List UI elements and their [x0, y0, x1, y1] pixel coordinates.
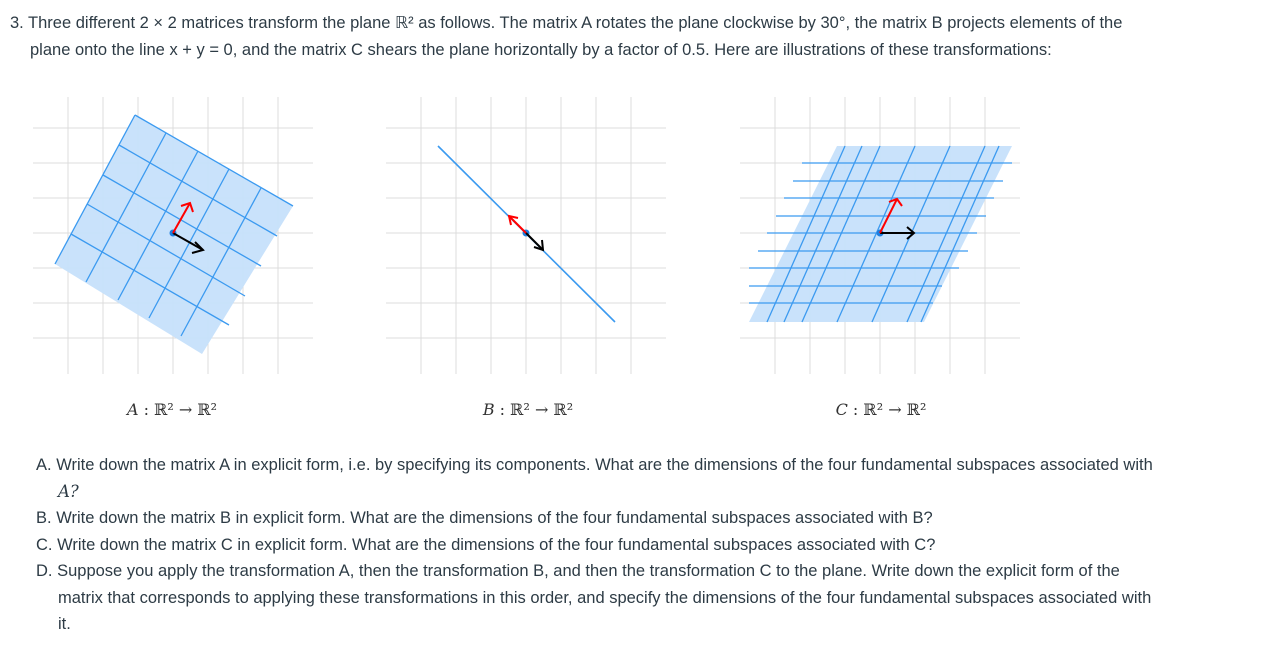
- caption-a: [72, 400, 272, 419]
- basis-vector-e1: [526, 233, 543, 250]
- problem-intro-line-2: plane onto the line x + y = 0, and the matrix C shears the plane horizontally by a factor of 0.5. Here are illustrations of these transformations:: [30, 41, 1052, 59]
- question-c: [36, 532, 1236, 559]
- caption-b-name: B: [482, 400, 495, 419]
- question-d-continuation-1: matrix that corresponds to applying these transformations in this order, and specify the dimensions of the four fundamental subspaces associated with: [58, 588, 1152, 607]
- question-d-continuation-2: it.: [58, 615, 71, 633]
- question-a-text: Write down the matrix A in explicit form, i.e. by specifying its components. What are the dimensions of the four fundamental subspaces associated with: [56, 456, 1153, 474]
- question-d: [36, 558, 1236, 638]
- shear-diagram: [737, 92, 1022, 377]
- question-c-text: Write down the matrix C in explicit form. What are the dimensions of the four fundamental subspaces associated with C?: [57, 535, 936, 554]
- rotation-diagram: [30, 92, 315, 377]
- problem-statement: [10, 10, 1250, 64]
- problem-intro-line-1: 3. Three different 2 × 2 matrices transform the plane ℝ² as follows. The matrix A rotates the plane clockwise by 30°, the matrix B projects elements of the: [10, 14, 1123, 32]
- caption-c-mapping: : ℝ² → ℝ²: [847, 400, 927, 419]
- caption-c: [781, 400, 981, 419]
- question-list: [36, 452, 1236, 638]
- caption-b: [428, 400, 628, 419]
- question-b-label: B.: [36, 509, 52, 527]
- projection-diagram: [383, 92, 668, 377]
- question-a-label: A.: [36, 456, 52, 474]
- caption-b-mapping: : ℝ² → ℝ²: [494, 400, 574, 419]
- question-d-label: D.: [36, 562, 53, 580]
- figure-projection-b: [383, 92, 668, 377]
- question-a-continuation: A?: [58, 481, 79, 501]
- caption-a-mapping: : ℝ² → ℝ²: [138, 400, 218, 419]
- figure-shear-c: [737, 92, 1022, 377]
- basis-vector-e2: [509, 216, 526, 233]
- caption-a-name: A: [126, 400, 139, 419]
- question-c-label: C.: [36, 535, 53, 554]
- question-b: [36, 505, 1236, 532]
- question-a: [36, 452, 1236, 505]
- caption-c-name: C: [835, 400, 848, 419]
- figure-rotation-a: [30, 92, 315, 377]
- question-b-text: Write down the matrix B in explicit form. What are the dimensions of the four fundamental subspaces associated with B?: [56, 509, 933, 527]
- question-d-text: Suppose you apply the transformation A, then the transformation B, and then the transformation C to the plane. Write down the explicit form of the: [57, 562, 1120, 580]
